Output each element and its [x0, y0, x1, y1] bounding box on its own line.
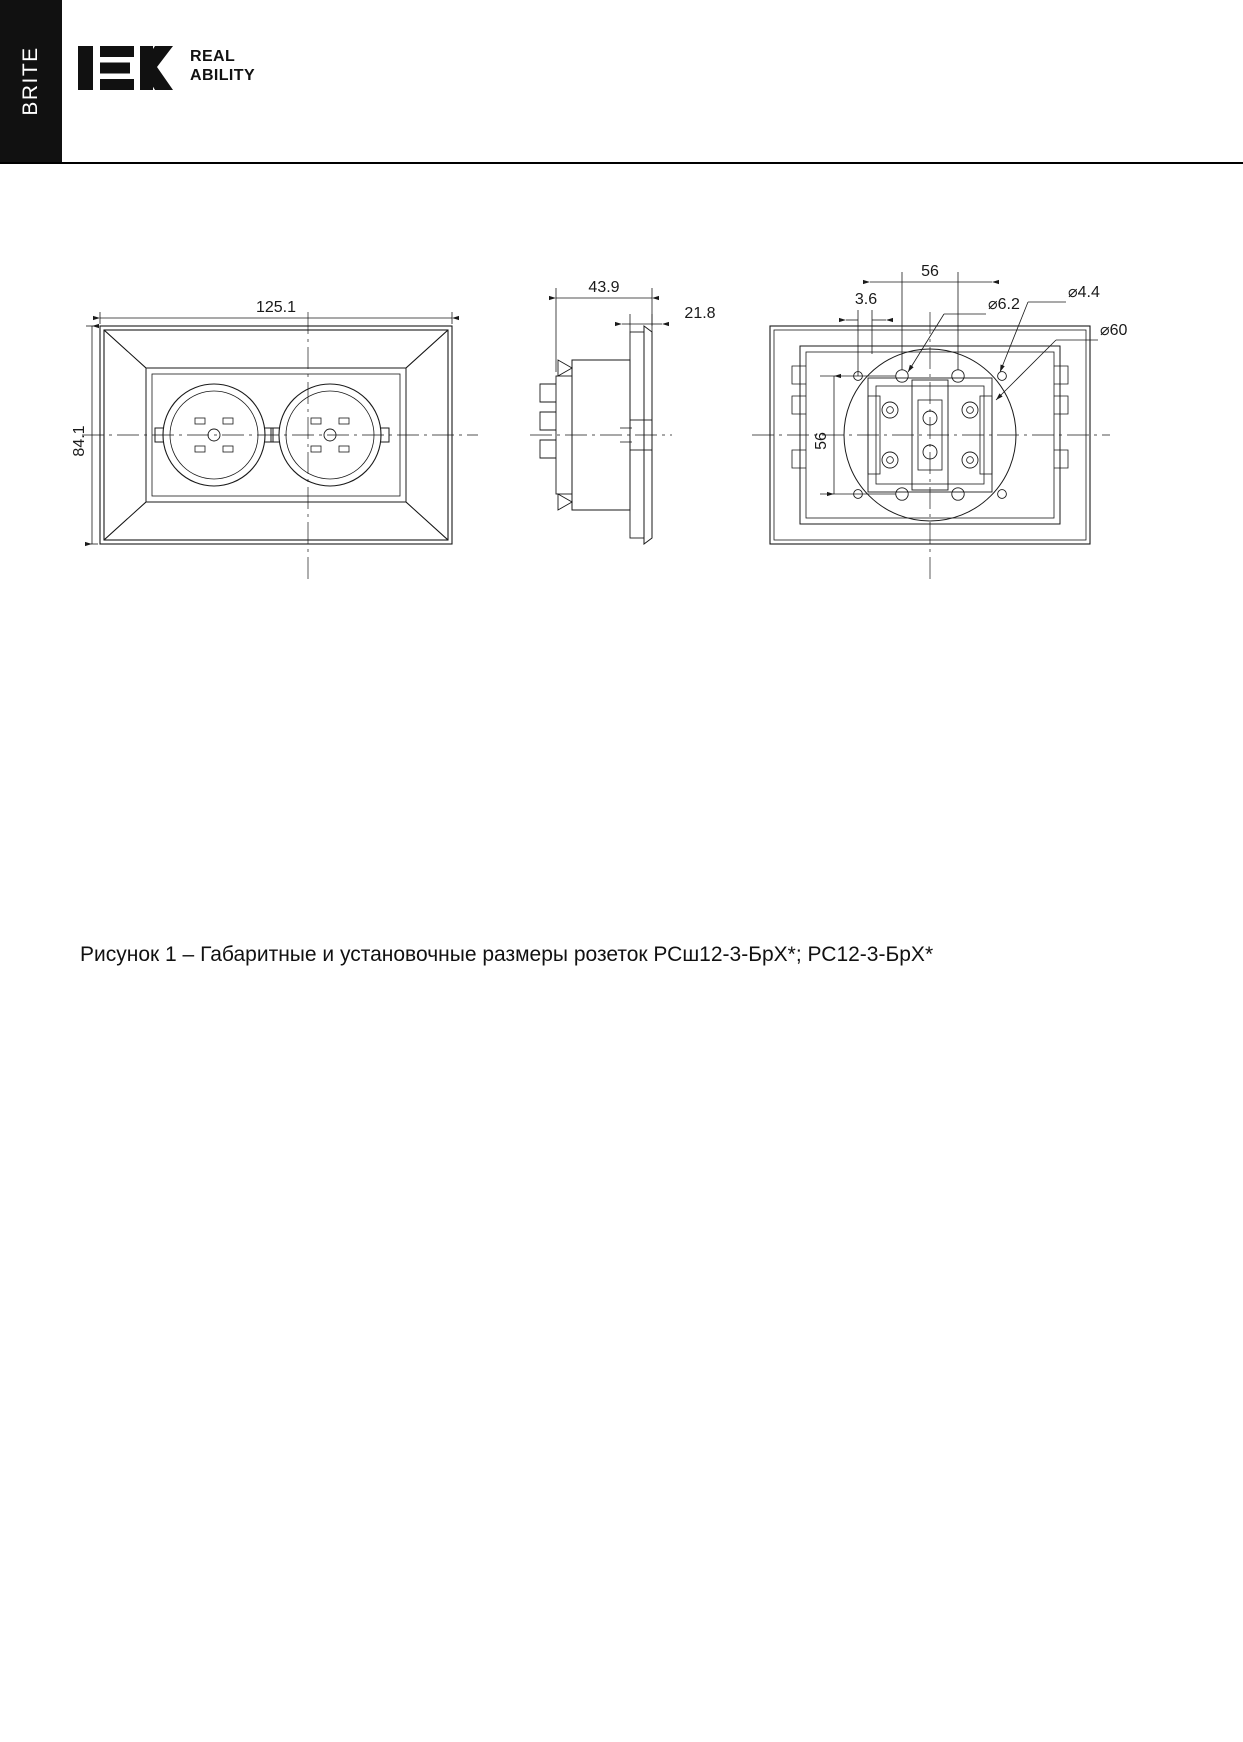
dim-mount-width: 56 [921, 263, 939, 280]
logo-tagline [190, 48, 255, 86]
series-tab [0, 0, 62, 162]
dim-hole-62: ⌀6.2 [988, 296, 1020, 313]
side-view [530, 326, 672, 544]
dim-box-60: ⌀60 [1100, 322, 1128, 339]
dim-side-faceplate: 21.8 [684, 305, 716, 322]
figure-caption: Рисунок 1 – Габаритные и установочные размеры розеток РСш12-3-БрХ*; РС12-3-БрХ* [80, 943, 934, 966]
technical-drawings [0, 250, 1243, 610]
dim-screw-offset: 3.6 [854, 291, 878, 308]
dim-hole-44: ⌀4.4 [1068, 284, 1100, 301]
side-view-dimensions [556, 288, 662, 372]
iek-logo-icon [78, 42, 174, 92]
front-view [82, 312, 478, 580]
dim-side-depth: 43.9 [588, 279, 620, 296]
logo-tagline-line2: ABILITY [190, 66, 256, 84]
mounting-view [752, 312, 1110, 580]
brand-logo [78, 42, 255, 92]
series-tab-label: BRITE [19, 46, 42, 116]
dim-front-height: 84.1 [71, 425, 88, 457]
dim-mount-height: 56 [813, 432, 830, 450]
logo-tagline-line1: REAL [190, 48, 236, 65]
page-header [0, 0, 1243, 164]
dim-front-width: 125.1 [255, 299, 297, 316]
